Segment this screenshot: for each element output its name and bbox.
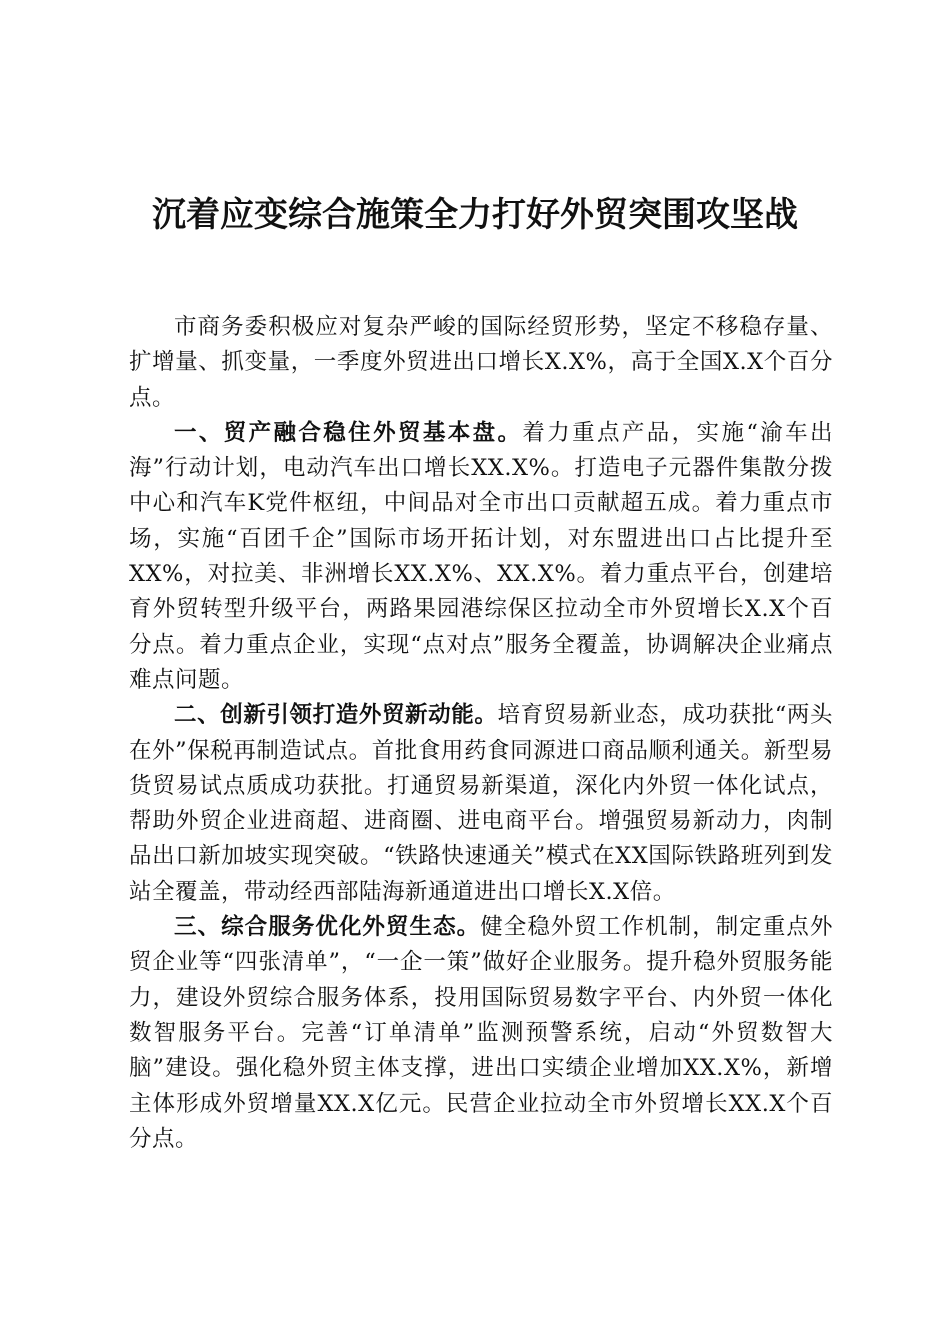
section-text-1: 着力重点产品，实施“渝车出海”行动计划，电动汽车出口增长XX.X%。打造电子元器件集散分拨中心和汽车K党件枢纽，中间品对全市出口贡献超五成。着力重点市场，实施“百团千企”国际市场开拓计划，对东盟进出口占比提升至XX%，对拉美、非洲增长XX.X%、XX.X%。着力重点平台，创建培育外贸转型升级平台，两路果园港综保区拉动全市外贸增长X.X个百分点。着力重点企业，实现“点对点”服务全覆盖，协调解决企业痛点难点问题。 <box>129 419 833 693</box>
section-heading-1: 一、贸产融合稳住外贸基本盘。 <box>174 419 523 446</box>
intro-paragraph: 市商务委积极应对复杂严峻的国际经贸形势，坚定不移稳存量、扩增量、抓变量，一季度外贸进出口增长X.X%，高于全国X.X个百分点。 <box>129 314 833 411</box>
section-heading-2: 二、创新引领打造外贸新动能。 <box>174 702 498 729</box>
section-text-3: 健全稳外贸工作机制，制定重点外贸企业等“四张清单”，“一企一策”做好企业服务。提升稳外贸服务能力，建设外贸综合服务体系，投用国际贸易数字平台、内外贸一体化数智服务平台。完善“订单清单”监测预警系统，启动“外贸数智大脑”建设。强化稳外贸主体支撑，进出口实绩企业增加XX.X%，新增主体形成外贸增量XX.X亿元。民营企业拉动全市外贸增长XX.X个百分点。 <box>129 914 833 1152</box>
section-paragraph-2 <box>129 698 833 910</box>
section-text-2: 培育贸易新业态，成功获批“两头在外”保税再制造试点。首批食用药食同源进口商品顺利通关。新型易货贸易试点质成功获批。打通贸易新渠道，深化内外贸一体化试点，帮助外贸企业进商超、进商圈、进电商平台。增强贸易新动力，肉制品出口新加坡实现突破。“铁路快速通关”模式在XX国际铁路班列到发站全覆盖，带动经西部陆海新通道进出口增长X.X倍。 <box>129 702 833 905</box>
section-heading-3: 三、综合服务优化外贸生态。 <box>174 914 481 941</box>
section-paragraph-3 <box>129 910 833 1157</box>
document-body <box>129 310 833 1157</box>
document-title: 沉着应变综合施策全力打好外贸突围攻坚战 <box>152 195 798 235</box>
section-paragraph-1 <box>129 416 833 698</box>
